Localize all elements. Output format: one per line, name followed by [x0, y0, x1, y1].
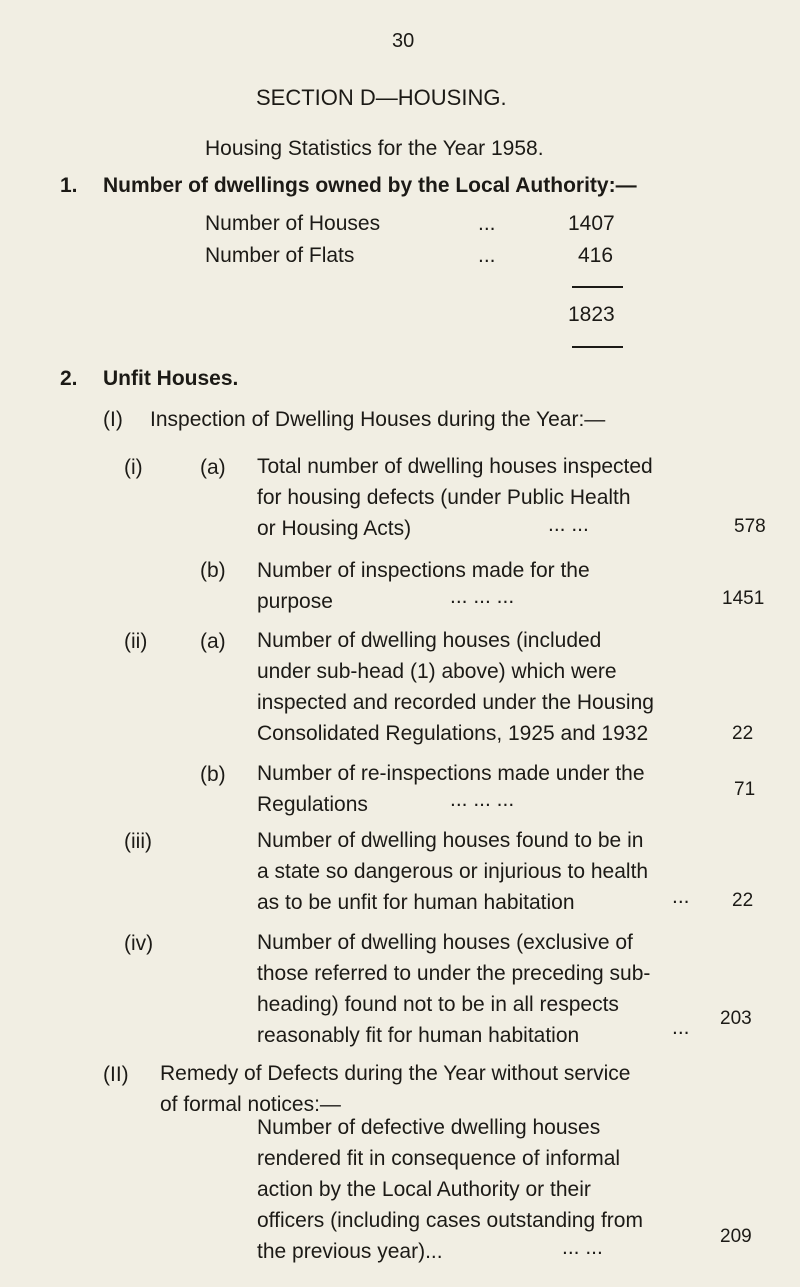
subtitle: Housing Statistics for the Year 1958. — [205, 137, 544, 160]
text-line: rendered fit in consequence of informal — [257, 1147, 621, 1170]
text-line: Number of re-inspections made under the — [257, 762, 645, 785]
i-number: (i) — [124, 456, 143, 479]
houses-dots: ... — [478, 212, 496, 235]
text-line: reasonably fit for human habitation — [257, 1024, 580, 1047]
text-line: Number of dwelling houses found to be in — [257, 829, 644, 852]
i-a-letter: (a) — [200, 456, 226, 479]
iii-text — [257, 825, 697, 918]
iv-value: 203 — [720, 1008, 752, 1029]
text-line: Number of inspections made for the — [257, 559, 590, 582]
dwellings-total: 1823 — [568, 303, 615, 326]
text-line: heading) found not to be in all respects — [257, 993, 619, 1016]
text-line: those referred to under the preceding sub- — [257, 962, 651, 985]
text-line: Total number of dwelling houses inspected — [257, 455, 653, 478]
ii-b-dots: ... ... ... — [450, 788, 515, 811]
part2-text — [257, 1112, 697, 1267]
q2-heading: Unfit Houses. — [103, 367, 239, 390]
flats-dots: ... — [478, 244, 496, 267]
i-b-letter: (b) — [200, 559, 226, 582]
ii-b-letter: (b) — [200, 763, 226, 786]
text-line: Remedy of Defects during the Year without service — [160, 1062, 631, 1085]
part2-dots: ... ... — [562, 1236, 603, 1259]
text-line: Consolidated Regulations, 1925 and 1932 — [257, 722, 649, 745]
part2-value: 209 — [720, 1226, 752, 1247]
text-line: the previous year)... — [257, 1240, 443, 1263]
part2-label: (II) — [103, 1063, 129, 1086]
section-title: SECTION D—HOUSING. — [256, 85, 507, 110]
text-line: for housing defects (under Public Health — [257, 486, 631, 509]
houses-label: Number of Houses — [205, 212, 381, 235]
iii-value: 22 — [732, 890, 754, 911]
q2-number: 2. — [60, 367, 78, 390]
text-line: Number of defective dwelling houses — [257, 1116, 601, 1139]
sum-rule-bottom — [572, 346, 623, 348]
i-b-value: 1451 — [722, 588, 765, 609]
iv-text — [257, 927, 697, 1051]
ii-number: (ii) — [124, 630, 148, 653]
iv-dots: ... — [672, 1016, 690, 1039]
part1-label: (I) — [103, 408, 123, 431]
text-line: inspected and recorded under the Housing — [257, 691, 654, 714]
text-line: of formal notices:— — [160, 1093, 341, 1116]
iii-dots: ... — [672, 885, 690, 908]
text-line: officers (including cases outstanding from — [257, 1209, 643, 1232]
text-line: action by the Local Authority or their — [257, 1178, 591, 1201]
q1-heading: Number of dwellings owned by the Local Authority:— — [103, 174, 637, 197]
ii-a-text — [257, 625, 697, 749]
text-line: purpose — [257, 590, 333, 613]
part2-heading — [160, 1058, 720, 1120]
part1-heading: Inspection of Dwelling Houses during the Year:— — [150, 408, 606, 431]
i-a-text — [257, 451, 697, 544]
text-line: Number of dwelling houses (exclusive of — [257, 931, 633, 954]
text-line: a state so dangerous or injurious to health — [257, 860, 649, 883]
i-b-dots: ... ... ... — [450, 585, 515, 608]
q1-number: 1. — [60, 174, 78, 197]
i-a-dots: ... ... — [548, 513, 589, 536]
ii-a-value: 22 — [732, 723, 754, 744]
text-line: or Housing Acts) — [257, 517, 412, 540]
ii-b-value: 71 — [734, 779, 756, 800]
iv-number: (iv) — [124, 932, 154, 955]
iii-number: (iii) — [124, 830, 152, 853]
i-a-value: 578 — [734, 516, 766, 537]
text-line: under sub-head (1) above) which were — [257, 660, 617, 683]
sum-rule-top — [572, 286, 623, 288]
flats-value: 416 — [578, 244, 614, 267]
text-line: as to be unfit for human habitation — [257, 891, 575, 914]
flats-label: Number of Flats — [205, 244, 355, 267]
page-number: 30 — [392, 30, 415, 52]
ii-a-letter: (a) — [200, 630, 226, 653]
houses-value: 1407 — [568, 212, 615, 235]
text-line: Regulations — [257, 793, 368, 816]
text-line: Number of dwelling houses (included — [257, 629, 602, 652]
